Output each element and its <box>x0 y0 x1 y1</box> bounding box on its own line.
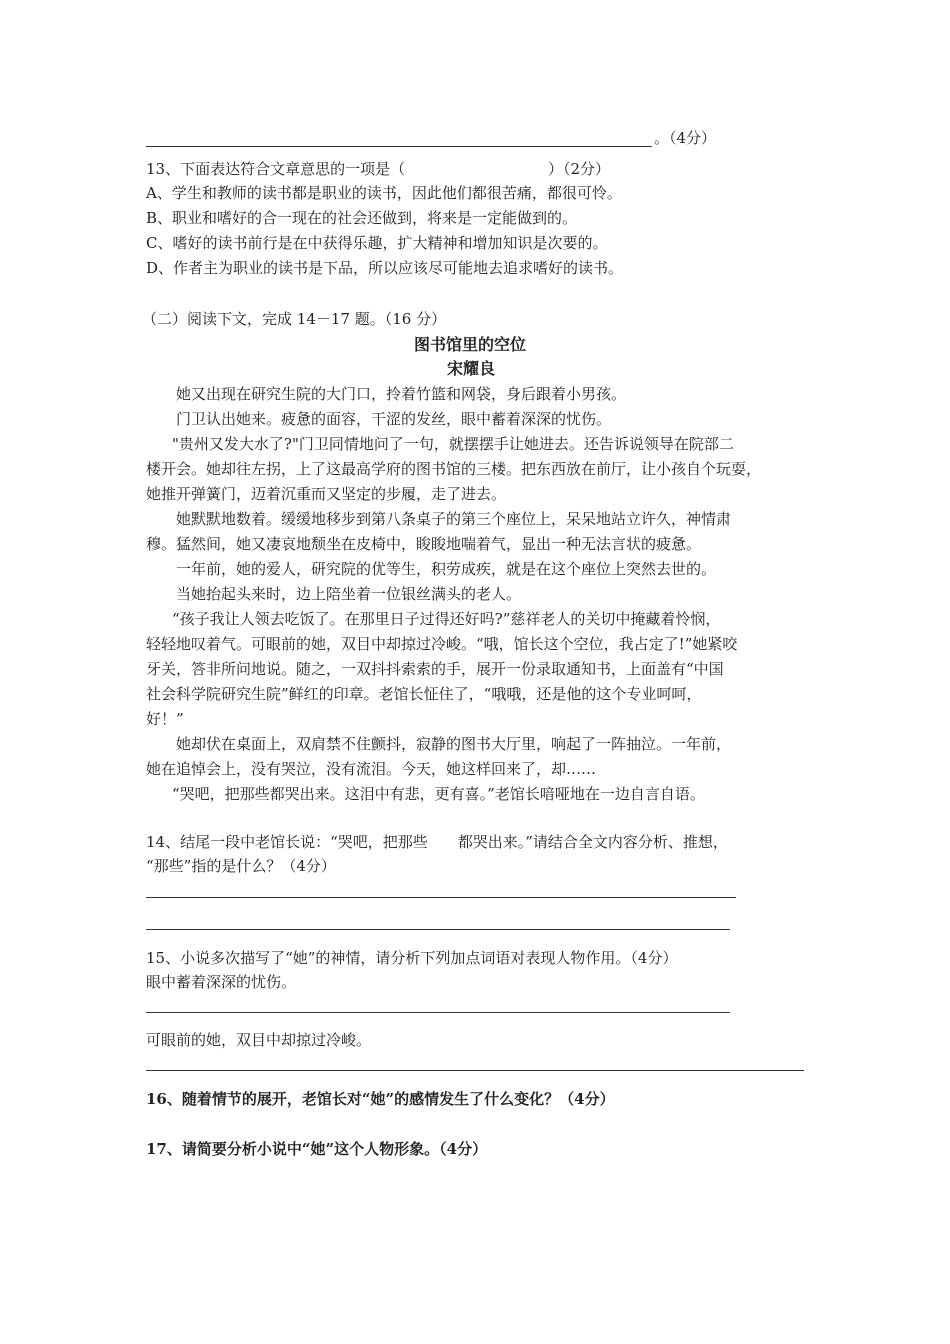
q13-option-a: A、学生和教师的读书都是职业的读书，因此他们都很苦痛，都很可怜。 <box>146 184 622 202</box>
q13-option-b: B、职业和嗜好的合一现在的社会还做到，将来是一定能做到的。 <box>146 209 578 227</box>
passage-line: 牙关，答非所问地说。随之，一双抖抖索索的手，展开一份录取通知书，上面盖有“中国 <box>146 660 724 678</box>
q15-stem: 15、小说多次描写了“她”的神情，请分析下列加点词语对表现人物作用。（4分） <box>146 949 678 967</box>
passage-line: 楼开会。她却往左拐，上了这最高学府的图书馆的三楼。把东西放在前厅，让小孩自个玩耍， <box>146 460 762 478</box>
answer-line <box>146 897 736 898</box>
q13-stem-end: ）（2分） <box>548 160 611 178</box>
answer-line <box>146 929 730 930</box>
passage-line: 她在追悼会上，没有哭泣，没有流泪。今天，她这样回来了，却…… <box>146 760 597 778</box>
passage-line: 当她抬起头来时，边上陪坐着一位银丝满头的老人。 <box>176 585 522 603</box>
passage-line: “孩子我让人领去吃饭了。在那里日子过得还好吗?”慈祥老人的关切中掩藏着怜悯， <box>172 610 721 628</box>
q13-option-d: D、作者主为职业的读书是下品，所以应该尽可能地去追求嗜好的读书。 <box>146 259 624 277</box>
passage-line: 穆。猛然间，她又凄哀地颓坐在皮椅中，睃睃地喘着气，显出一种无法言状的疲惫。 <box>146 535 702 553</box>
passage-line: 她却伏在桌面上，双肩禁不住颤抖，寂静的图书大厅里，响起了一阵抽泣。一年前， <box>176 735 732 753</box>
passage-line: “哭吧，把那些都哭出来。这泪中有悲，更有喜。”老馆长喑哑地在一边自言自语。 <box>172 785 705 803</box>
passage-line: 一年前，她的爱人，研究院的优等生，积劳成疾，就是在这个座位上突然去世的。 <box>176 560 717 578</box>
q15-item-2: 可眼前的她，双目中却掠过冷峻。 <box>146 1031 372 1049</box>
passage-line: "贵州又发大水了?"门卫同情地问了一句，就摆摆手让她进去。还告诉说领导在院部二 <box>172 435 734 453</box>
q14-stem-cont: “那些”指的是什么？（4分） <box>146 857 336 875</box>
passage-title: 图书馆里的空位 <box>414 335 527 354</box>
passage-line: 轻轻地叹着气。可眼前的她，双目中却掠过冷峻。“哦，馆长这个空位，我占定了!”她紧咬 <box>146 635 738 653</box>
passage-author: 宋耀良 <box>447 359 496 378</box>
q12-score: 。（4分） <box>654 129 717 147</box>
passage-line: 她默默地数着。缓缓地移步到第八条桌子的第三个座位上，呆呆地站立许久，神情肃 <box>176 510 732 528</box>
q13-option-c: C、嗜好的读书前行是在中获得乐趣，扩大精神和增加知识是次要的。 <box>146 234 608 252</box>
passage-line: 社会科学院研究生院”鲜红的印章。老馆长怔住了，“哦哦，还是他的这个专业呵呵， <box>146 685 702 703</box>
q16-stem: 16、随着情节的展开，老馆长对“她”的感情发生了什么变化？（4分） <box>146 1090 615 1108</box>
passage-line: 她又出现在研究生院的大门口，拎着竹篮和网袋，身后跟着小男孩。 <box>176 385 627 403</box>
answer-line <box>146 1012 730 1013</box>
q17-stem: 17、请简要分析小说中“她”这个人物形象。（4分） <box>146 1140 488 1158</box>
answer-line <box>146 1070 804 1071</box>
q15-item-1: 眼中蓄着深深的忧伤。 <box>146 973 297 991</box>
passage-line: 门卫认出她来。疲惫的面容，干涩的发丝，眼中蓄着深深的忧伤。 <box>176 410 612 428</box>
q14-stem: 14、结尾一段中老馆长说：“哭吧，把那些 都哭出来。”请结合全文内容分析、推想， <box>146 833 728 851</box>
answer-line <box>146 146 652 147</box>
passage-line: 她推开弹簧门，迈着沉重而又坚定的步履，走了进去。 <box>146 485 507 503</box>
q13-stem: 13、下面表达符合文章意思的一项是（ <box>146 160 406 178</box>
passage-line: 好！” <box>146 710 184 728</box>
section-heading: （二）阅读下文，完成 14－17 题。（16 分） <box>142 310 447 328</box>
